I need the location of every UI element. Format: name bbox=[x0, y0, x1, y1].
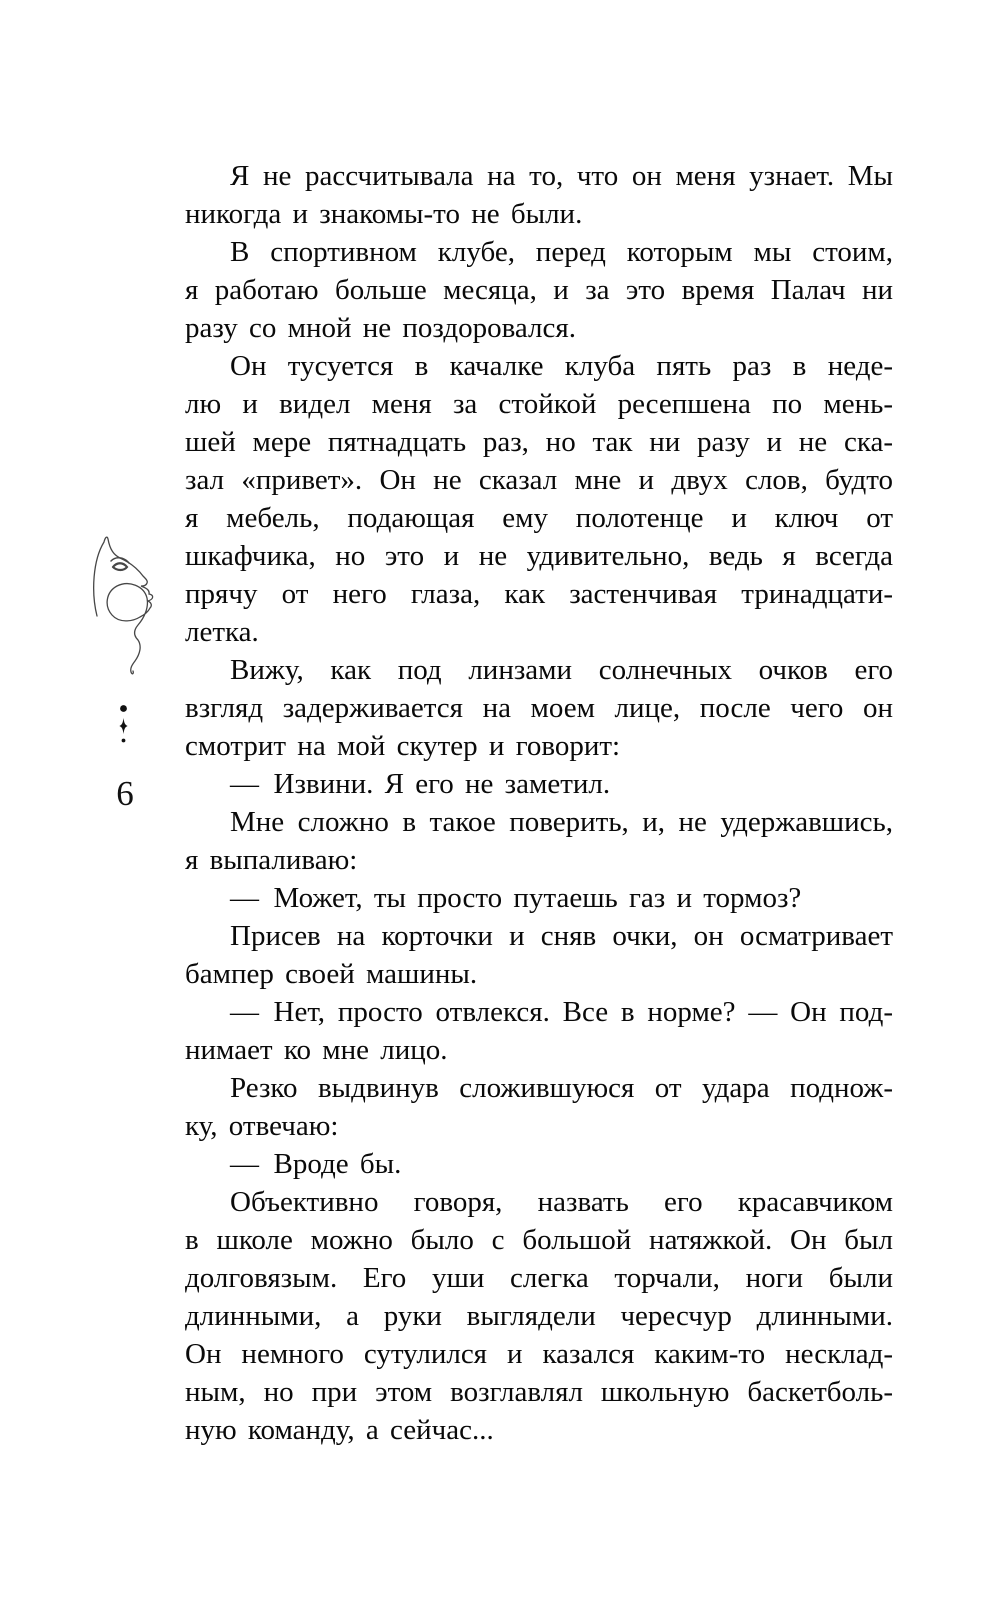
text-line: ным, но при этом возглавлял школьную баскетболь- bbox=[185, 1376, 893, 1408]
text-line: ную команду, а сейчас... bbox=[185, 1414, 494, 1446]
four-point-sparkle-icon bbox=[119, 718, 127, 734]
large-dot-icon bbox=[120, 705, 127, 712]
text-line: — Нет, просто отвлекся. Все в норме? — Он под- bbox=[230, 996, 893, 1028]
text-line: прячу от него глаза, как застенчивая тринадцати- bbox=[185, 578, 893, 610]
text-line: разу со мной не поздоровался. bbox=[185, 312, 576, 344]
text-line: я выпаливаю: bbox=[185, 844, 358, 876]
text-line: летка. bbox=[185, 616, 259, 648]
text-line: длинными, а руки выглядели чересчур длинными. bbox=[185, 1300, 893, 1332]
text-line: Вижу, как под линзами солнечных очков его bbox=[230, 654, 893, 686]
text-line: в школе можно было с большой натяжкой. Он был bbox=[185, 1224, 893, 1256]
face-sketch-icon bbox=[86, 528, 170, 680]
text-line: Я не рассчитывала на то, что он меня узнает. Мы bbox=[230, 160, 893, 192]
text-line: — Может, ты просто путаешь газ и тормоз? bbox=[230, 882, 802, 914]
text-line: зал «привет». Он не сказал мне и двух слов, будто bbox=[185, 464, 893, 496]
text-line: — Извини. Я его не заметил. bbox=[230, 768, 611, 800]
text-line: Он немного сутулился и казался каким-то несклад- bbox=[185, 1338, 893, 1370]
text-line: долговязым. Его уши слегка торчали, ноги были bbox=[185, 1262, 893, 1294]
text-line: шкафчика, но это и не удивительно, ведь я всегда bbox=[185, 540, 893, 572]
text-line: Резко выдвинув сложившуюся от удара поднож- bbox=[230, 1072, 893, 1104]
text-block bbox=[185, 157, 893, 1449]
text-line: я мебель, подающая ему полотенце и ключ от bbox=[185, 502, 893, 534]
text-line: В спортивном клубе, перед которым мы стоим, bbox=[230, 236, 893, 268]
text-line: смотрит на мой скутер и говорит: bbox=[185, 730, 621, 762]
text-line: бампер своей машины. bbox=[185, 958, 478, 990]
text-line: шей мере пятнадцать раз, но так ни разу и не ска- bbox=[185, 426, 893, 458]
page-number: 6 bbox=[116, 774, 134, 813]
text-line: нимает ко мне лицо. bbox=[185, 1034, 448, 1066]
text-line: лю и видел меня за стойкой ресепшена по мень- bbox=[185, 388, 893, 420]
text-line: Мне сложно в такое поверить, и, не удержавшись, bbox=[230, 806, 893, 838]
text-line: взгляд задерживается на моем лице, после чего он bbox=[185, 692, 893, 724]
text-line: Объективно говоря, назвать его красавчиком bbox=[230, 1186, 893, 1218]
text-line: Он тусуется в качалке клуба пять раз в неде- bbox=[230, 350, 893, 382]
dots-sparkle-ornament-icon bbox=[111, 701, 136, 746]
text-line: ку, отвечаю: bbox=[185, 1110, 339, 1142]
small-dot-icon bbox=[122, 739, 126, 743]
text-line: Присев на корточки и сняв очки, он осматривает bbox=[230, 920, 893, 952]
text-line: — Вроде бы. bbox=[230, 1148, 402, 1180]
text-line: никогда и знакомы-то не были. bbox=[185, 198, 583, 230]
text-line: я работаю больше месяца, и за это время Палач ни bbox=[185, 274, 893, 306]
